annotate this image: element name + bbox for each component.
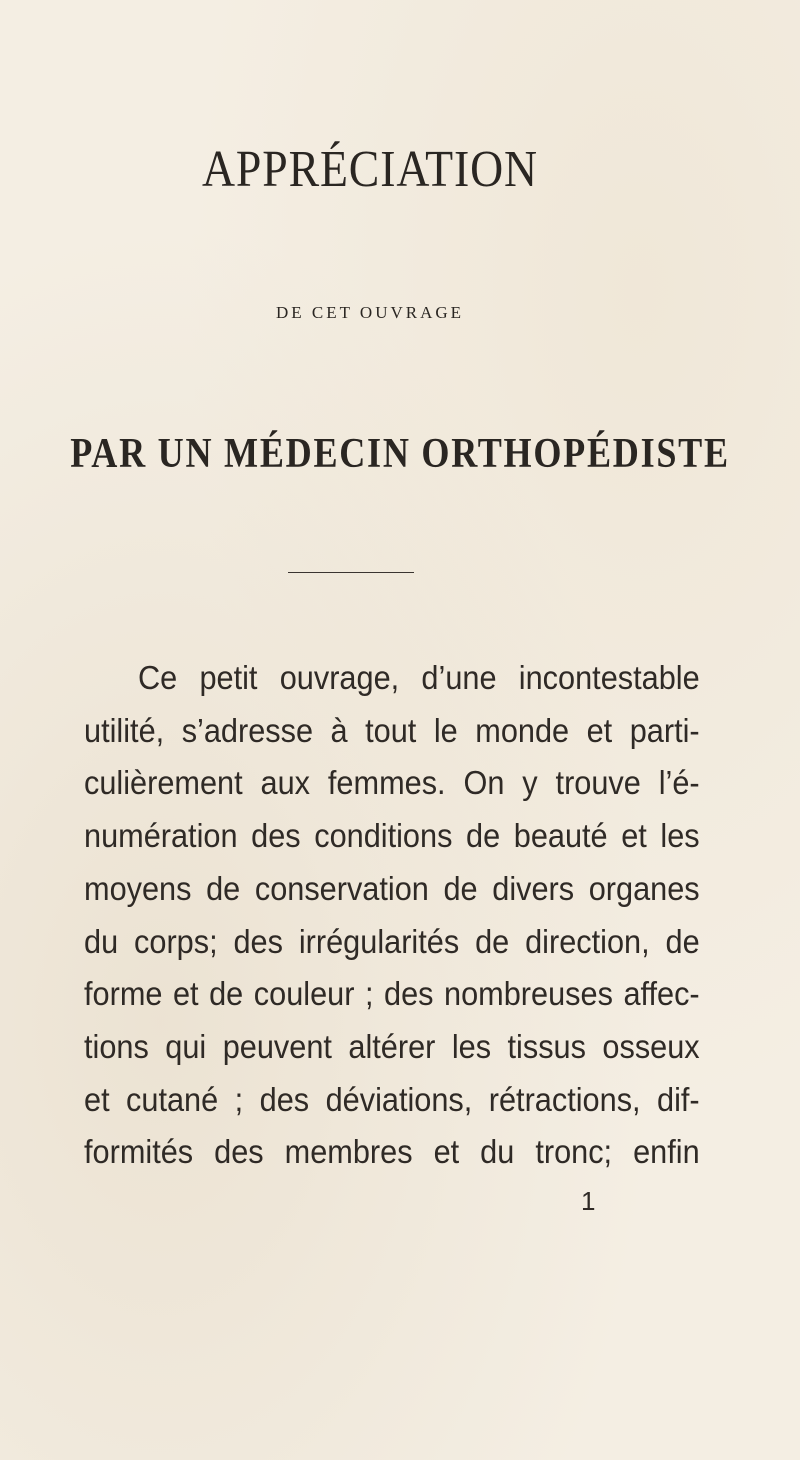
text-line: culièrement aux femmes. On y trouve l’é- bbox=[84, 764, 700, 802]
text-line: numération des conditions de beauté et les bbox=[84, 817, 700, 855]
divider-rule bbox=[288, 572, 414, 573]
text-line: tions qui peuvent altérer les tissus osseux bbox=[84, 1027, 700, 1065]
section-heading: PAR UN MÉDECIN ORTHOPÉDISTE bbox=[70, 431, 730, 477]
text-line: du corps; des irrégularités de direction, de bbox=[84, 922, 700, 960]
text-line: utilité, s’adresse à tout le monde et parti- bbox=[84, 711, 700, 749]
text-line: moyens de conservation de divers organes bbox=[84, 869, 700, 907]
text-line: formités des membres et du tronc; enfin bbox=[84, 1133, 700, 1171]
text-line: forme et de couleur ; des nombreuses affec- bbox=[84, 975, 700, 1013]
text-line: Ce petit ouvrage, d’une incontestable bbox=[137, 659, 700, 696]
body-paragraph bbox=[84, 652, 700, 1179]
page-subtitle: DE CET OUVRAGE bbox=[275, 303, 465, 322]
page-number: 1 bbox=[581, 1186, 596, 1216]
page-title: APPRÉCIATION bbox=[201, 141, 538, 198]
text-line: et cutané ; des déviations, rétractions, dif- bbox=[84, 1080, 700, 1118]
